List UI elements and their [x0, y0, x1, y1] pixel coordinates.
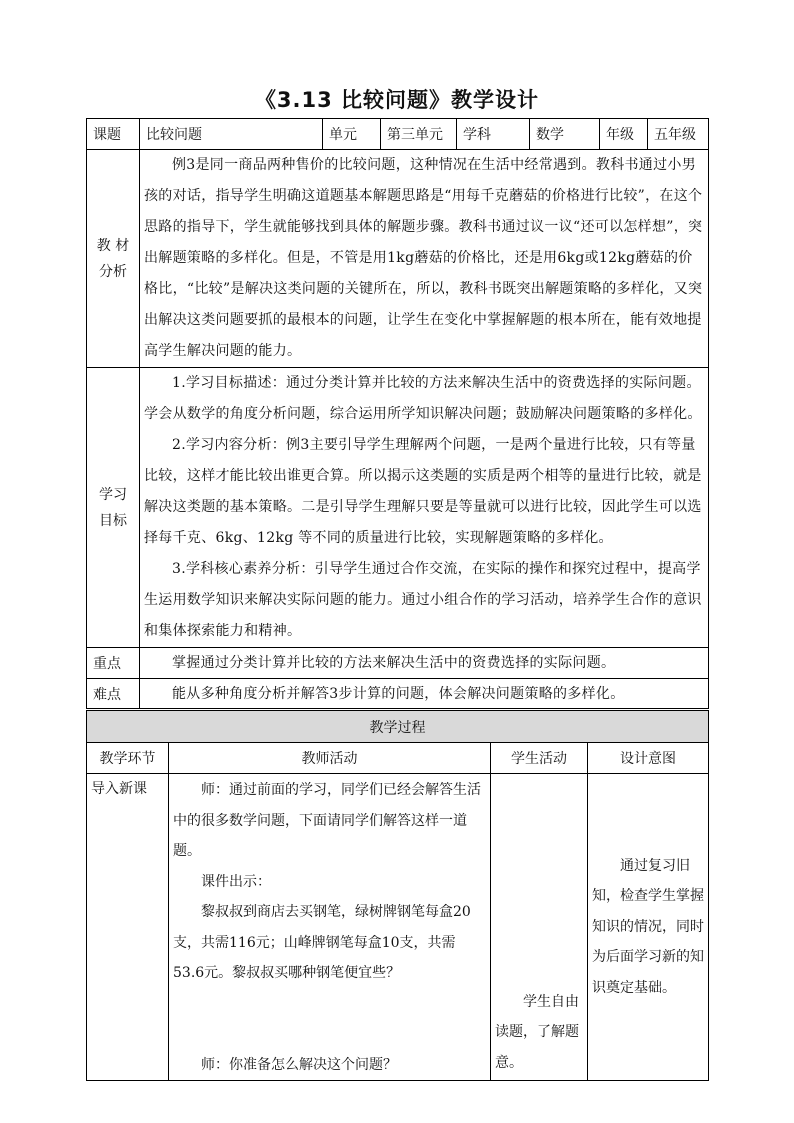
teacher-line: 课件出示：: [201, 873, 271, 890]
teacher-activity: [169, 774, 491, 1081]
topic-label: 课题: [87, 119, 140, 150]
student-activity-cell: [491, 774, 588, 1081]
objectives-label-line2: 目标: [99, 512, 127, 529]
objective-item: 2.学习内容分析：例3主要引导学生理解两个问题，一是两个量进行比较，只有等量比较，这样才能比较出谁更合算。所以揭示这类题的实质是两个相等的量进行比较，就是解决这类题的基本策略。二是引导学生理解只要是等量就可以进行比较，因此学生可以选择每千克、6kg、12kg 等不同的质量进行比较，实现解题策略的多样化。: [144, 437, 702, 546]
analysis-label-line2: 分析: [99, 263, 127, 280]
process-table: [86, 710, 709, 1081]
objectives-row: [87, 368, 709, 648]
grade-value: 五年级: [648, 119, 709, 150]
analysis-text: 例3是同一商品两种售价的比较问题，这种情况在生活中经常遇到。教科书通过小男孩的对话，指导学生明确这道题基本解题思路是“用每千克蘑菇的价格进行比较”，在这个思路的指导下，学生就能够找到具体的解题步骤。教科书通过议一议“还可以怎样想”，突出解题策略的多样化。但是，不管是用1kg蘑菇的价格比，还是用6kg或12kg蘑菇的价格比，“比较”是解决这类问题的关键所在，所以，教科书既突出解题策略的多样化，又突出解决这类问题要抓的最根本的问题，让学生在变化中掌握解题的根本所在，能有效地提高学生解决问题的能力。: [144, 157, 703, 359]
analysis-label-line1: 教 材: [96, 237, 130, 254]
difficulty-content: [140, 679, 709, 709]
difficulty-row: [87, 679, 709, 709]
subject-label: 学科: [457, 119, 530, 150]
header-row: [87, 119, 709, 150]
analysis-row: [87, 150, 709, 368]
analysis-content: [140, 150, 709, 368]
objective-item: 3.学科核心素养分析：引导学生通过合作交流，在实际的操作和探究过程中，提高学生运用数学知识来解决实际问题的能力。通过小组合作的学习活动，培养学生合作的意识和集体探索能力和精神。: [144, 561, 702, 639]
student-activity: 学生自由读题，了解题意。: [495, 993, 579, 1071]
process-section-title: 教学过程: [87, 711, 709, 743]
info-table: [86, 118, 709, 709]
unit-label: 单元: [323, 119, 381, 150]
grade-label: 年级: [600, 119, 648, 150]
teacher-line: 黎叔叔到商店去买钢笔，绿树牌钢笔每盒20支，共需116元；山峰牌钢笔每盒10支，共需53.6元。黎叔叔买哪种钢笔便宜些？: [173, 904, 471, 981]
objective-item: 1.学习目标描述：通过分类计算并比较的方法来解决生活中的资费选择的实际问题。学会从数学的角度分析问题，综合运用所学知识解决问题；鼓励解决问题策略的多样化。: [144, 375, 702, 422]
difficulty-label: 难点: [87, 679, 140, 709]
key-point-label: 重点: [87, 648, 140, 679]
process-row: [87, 774, 709, 1081]
document-title: 《3.13 比较问题》教学设计: [254, 88, 540, 112]
objectives-content: [140, 368, 709, 648]
design-intent-cell: [588, 774, 709, 1081]
column-header: 设计意图: [588, 743, 709, 774]
design-intent: 通过复习旧知，检查学生掌握知识的情况，同时为后面学习新的知识奠定基础。: [592, 857, 704, 996]
process-header-row: [87, 743, 709, 774]
key-point-content: [140, 648, 709, 679]
topic-value: 比较问题: [140, 119, 323, 150]
key-point-text: 掌握通过分类计算并比较的方法来解决生活中的资费选择的实际问题。: [172, 655, 616, 671]
key-point-row: [87, 648, 709, 679]
column-header: 教学环节: [87, 743, 169, 774]
teacher-line: 师：通过前面的学习，同学们已经会解答生活中的很多数学问题，下面请同学们解答这样一道题。: [173, 782, 481, 859]
process-title-row: [87, 711, 709, 743]
unit-value: 第三单元: [381, 119, 457, 150]
column-header: 学生活动: [491, 743, 588, 774]
difficulty-text: 能从多种角度分析并解答3步计算的问题，体会解决问题策略的多样化。: [172, 685, 625, 702]
teacher-line: 师：你准备怎么解决这个问题？: [201, 1056, 397, 1073]
column-header: 教师活动: [169, 743, 491, 774]
subject-value: 数学: [530, 119, 600, 150]
objectives-label: [87, 368, 140, 648]
analysis-label: [87, 150, 140, 368]
stage-name: 导入新课: [87, 774, 169, 1081]
objectives-label-line1: 学习: [99, 486, 127, 503]
